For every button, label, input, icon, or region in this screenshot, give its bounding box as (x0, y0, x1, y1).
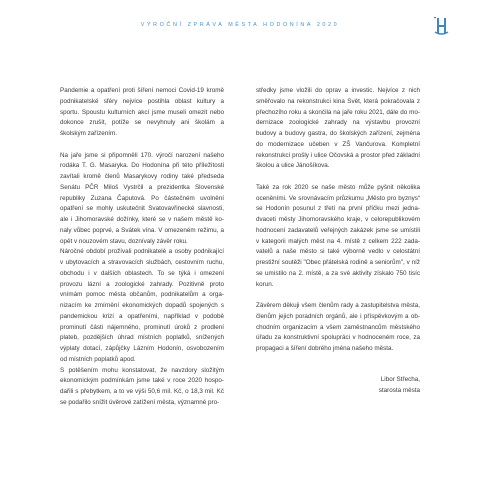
text-column-left (60, 86, 224, 409)
signature-role: starosta města (378, 386, 420, 394)
signature-name: Libor Střecha, (380, 376, 420, 383)
text-column-right (256, 86, 420, 355)
paragraph-pandemic: Pandemie a opatření proti šíření nemoci Covid-19 kromě podnikatelské sféry nejvíce postihla oblast kultury a sportu. Spoustu kulturních akcí jsme museli omezit nebo dokonce zrušit, potíže se nevyhnuly ani školám a školským zařízením. (60, 87, 224, 137)
signature-block (256, 375, 420, 397)
report-header-title: VÝROČNÍ ZPRÁVA MĚSTA HODONÍNA 2020 (140, 22, 340, 28)
paragraph-masaryk-anniversary: Na jaře jsme si připomněli 170. výročí narození našeho rodáka T. G. Masaryka. Do Hodonína při této příležitosti zavítali kromě členů Masarykovy rodiny také předseda Senátu PČR Miloš Vystrčil a prezidentka Slovenské republiky Zuzana Čaputová. Po částečném uvolnění opatření se mohly uskutečnit Svatovavřinecké slavnosti, ale i Jihomoravské dožínky, které se v našem městě konaly vůbec poprvé, a Svátek vína. V omezeném režimu, a opět v nouzovém stavu, doznívaly závěr roku. (60, 151, 224, 245)
paragraph-awards: Také za rok 2020 se naše město může pyšnit několika oceněními. Ve srovnávacím průzkumu „Město pro byznys“ se Hodonín posunul z třetí na první příčku mezi jednadvaceti městy Jihomoravského kraje, v celorepublikovém hodnocení zadavatelů veřejných zakázek jsme se umístili v kategorii malých měst na 4. místě z celkem 222 zadavatelů a naše město si také výborně vedlo v celostátní prestižní soutěži "Obec přátelská rodině a seniorům", v níž se umístilo na 2. místě, a za své aktivity získalo 750 tisíc korun. (256, 183, 420, 288)
city-h-logo-icon (432, 15, 451, 37)
paragraph-investments: středky jsme vložili do oprav a investic. Nejvíce z nich směřovalo na rekonstrukci kina Svět, která pokračovala z přechozího roku a skončila na jaře roku 2021, dále do modernizace zoologické zahrady na výstavbu provozní budovy a budovy gastra, do školských zařízení, zejména do modernizace učeben v ZŠ Vančurova. Kompletní rekonstrukcí prošly i ulice Očovská a prostor před základní školou a ulice Jánošíkova. (256, 87, 420, 170)
paragraph-budget: S potěšením mohu konstatovat, že navzdory složitým ekonomickým podmínkám jsme také v roce 2020 hospodařili s přebytkem, a to ve výši 50,6 mil. Kč, o 18,3 mil. Kč se podařilo snížit úvěrové zatížení města, významné pro- (60, 366, 224, 406)
paragraph-business-support: Náročné období prožívali podnikatelé a osoby podnikající v ubytovacích a stravovacích službách, cestovním ruchu, obchodu i v dalších oblastech. To se týká i omezení provozu lázní a zoologické zahrady. Pozitivně proto vnímám pomoc města občanům, podnikatelům a organizacím ke zmírnění ekonomických dopadů spojených s pandemickou krizí a opatřeními, například v podobě prominutí části nájemného, prominutí úroků z prodlení plateb, pozdějších úhrad místních poplatků, snížených výplaty dotací, zápůjčky Lázním Hodonín, osvobozením od místních poplatků apod. (60, 248, 224, 363)
paragraph-thanks: Závěrem děkuji všem členům rady a zastupitelstva města, členům jejich poradních orgánů, ale i příspěvkovým a obchodním organizacím a všem zaměstnancům městského úřadu za konstruktivní spolupráci v hodnoceném roce, za propagaci a šíření dobrého jména našeho města. (256, 302, 420, 352)
